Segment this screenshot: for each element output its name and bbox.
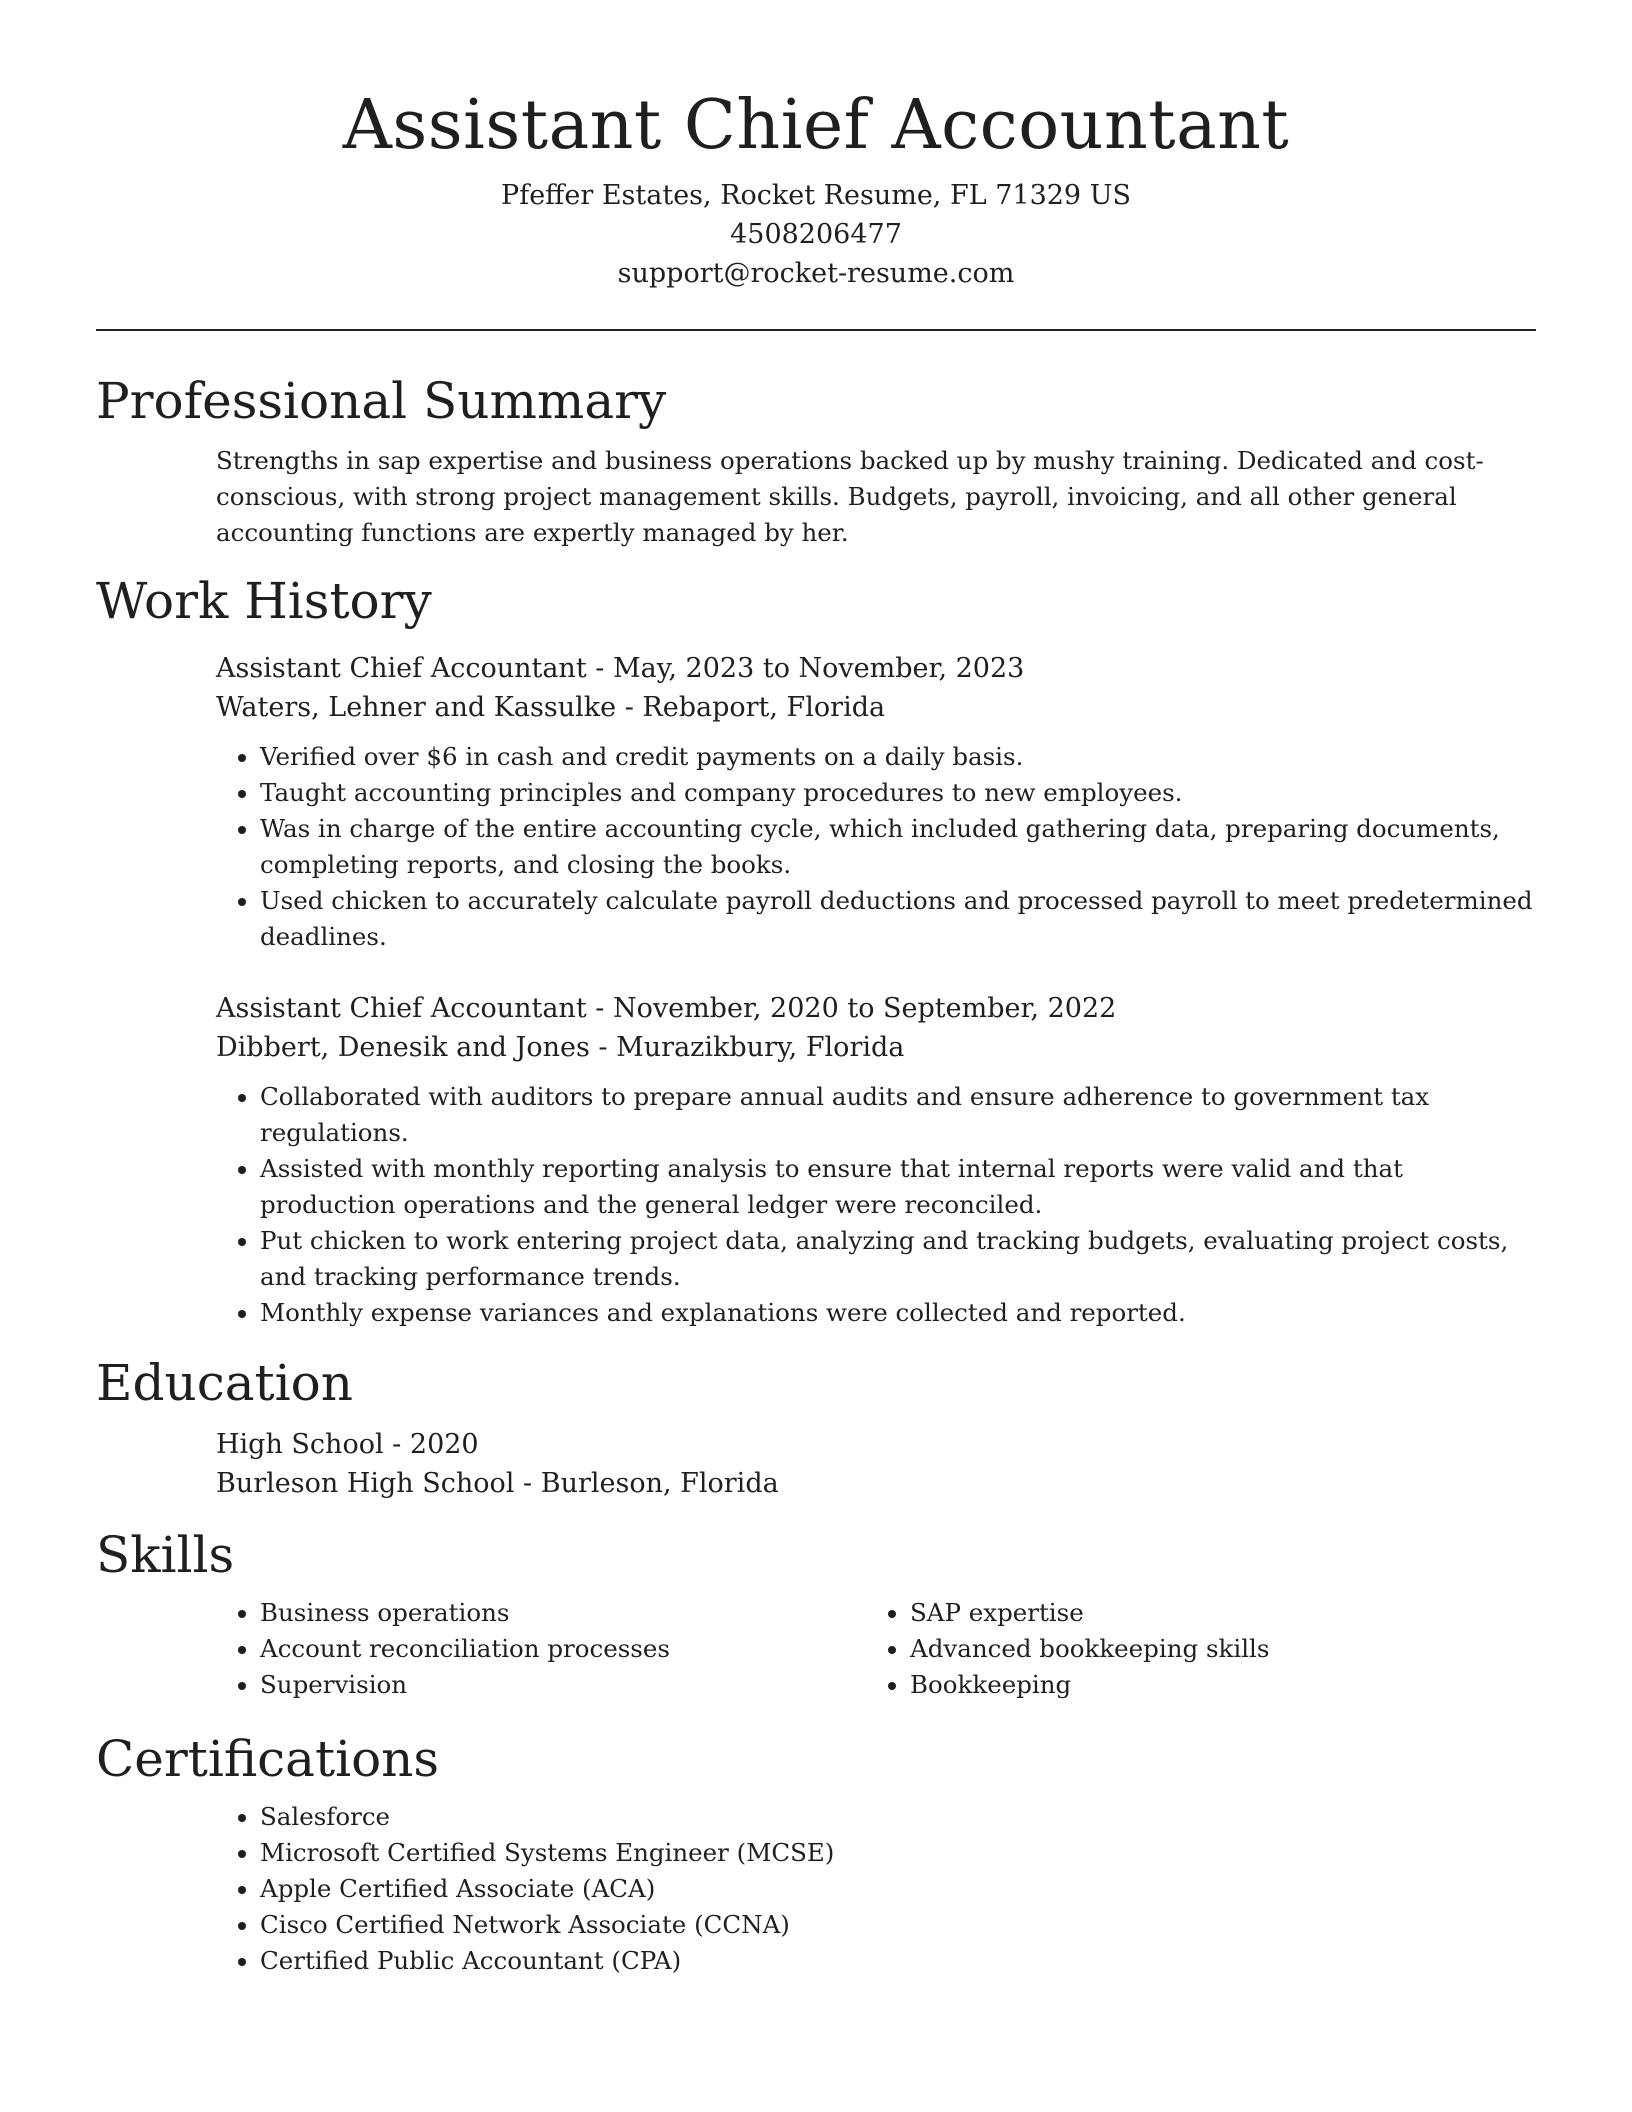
job-bullet: • Monthly expense variances and explanations were collected and reported. [260, 1295, 1536, 1331]
education-degree: High School [216, 1429, 384, 1460]
skill-item: • Business operations [260, 1595, 866, 1631]
education-heading: Education [96, 1354, 353, 1412]
resume-page [96, 0, 1536, 1979]
education-location: Burleson, Florida [540, 1468, 779, 1499]
certifications-block [216, 1799, 1536, 1979]
job-bullet: • Was in charge of the entire accounting cycle, which included gathering data, preparing documents, completing reports, and closing the books. [260, 811, 1536, 883]
education-entry [216, 1425, 1536, 1503]
certification-item: • Salesforce [260, 1799, 1536, 1835]
job-bullet: • Verified over $6 in cash and credit payments on a daily basis. [260, 739, 1536, 775]
job-company: Dibbert, Denesik and Jones [216, 1032, 590, 1063]
skill-item: • Supervision [260, 1667, 866, 1703]
skills-list [866, 1595, 1516, 1703]
skills-column-left [216, 1595, 866, 1703]
skill-item: • Account reconciliation processes [260, 1631, 866, 1667]
job-bullet: • Put chicken to work entering project data, analyzing and tracking budgets, evaluating project costs, and tracking performance trends. [260, 1223, 1536, 1295]
job-bullets [216, 739, 1536, 955]
certification-item: • Cisco Certified Network Associate (CCNA) [260, 1907, 1536, 1943]
skills-heading: Skills [96, 1526, 235, 1584]
job-location: Murazikbury, Florida [616, 1032, 905, 1063]
certification-item: • Apple Certified Associate (ACA) [260, 1871, 1536, 1907]
certification-item: • Microsoft Certified Systems Engineer (MCSE) [260, 1835, 1536, 1871]
education-school: Burleson High School [216, 1468, 515, 1499]
certifications-heading: Certifications [96, 1730, 440, 1788]
skill-item: • Bookkeeping [910, 1667, 1516, 1703]
job-role: Assistant Chief Accountant [216, 653, 587, 684]
job-bullets [216, 1079, 1536, 1331]
phone: 4508206477 [730, 219, 902, 250]
certifications-list [216, 1799, 1536, 1979]
job-title-line: Assistant Chief Accountant - May, 2023 to November, 2023 [216, 653, 1025, 684]
job-company-line: Waters, Lehner and Kassulke - Rebaport, Florida [216, 692, 886, 723]
job-location: Rebaport, Florida [642, 692, 886, 723]
email: support@rocket-resume.com [617, 258, 1015, 289]
job-bullet: • Taught accounting principles and company procedures to new employees. [260, 775, 1536, 811]
skills-grid [216, 1595, 1536, 1703]
skill-item: • SAP expertise [910, 1595, 1516, 1631]
job-bullet: • Assisted with monthly reporting analysis to ensure that internal reports were valid and that production operations and the general ledger were reconciled. [260, 1151, 1536, 1223]
education-year: 2020 [409, 1429, 479, 1460]
contact-block [96, 176, 1536, 293]
certification-item: • Certified Public Accountant (CPA) [260, 1943, 1536, 1979]
job-bullet: • Used chicken to accurately calculate payroll deductions and processed payroll to meet predetermined deadlines. [260, 883, 1536, 955]
work-history-heading: Work History [96, 572, 432, 630]
job-bullet: • Collaborated with auditors to prepare annual audits and ensure adherence to government tax regulations. [260, 1079, 1536, 1151]
job-entry [216, 989, 1536, 1331]
address: Pfeffer Estates, Rocket Resume, FL 71329 US [501, 180, 1131, 211]
job-role: Assistant Chief Accountant [216, 993, 587, 1024]
resume-name: Assistant Chief Accountant [342, 86, 1290, 165]
job-company: Waters, Lehner and Kassulke [216, 692, 617, 723]
education-degree-line: High School - 2020 [216, 1429, 479, 1460]
job-company-line: Dibbert, Denesik and Jones - Murazikbury, Florida [216, 1032, 905, 1063]
education-school-line: Burleson High School - Burleson, Florida [216, 1468, 779, 1499]
job-dates: May, 2023 to November, 2023 [612, 653, 1025, 684]
skills-list [216, 1595, 866, 1703]
summary-heading: Professional Summary [96, 372, 667, 430]
header-divider [96, 329, 1536, 331]
summary-text: Strengths in sap expertise and business operations backed up by mushy training. Dedicated and cost-conscious, with strong project management skills. Budgets, payroll, invoicing, and all other general accounting functions are expertly managed by her. [216, 446, 1484, 547]
job-dates: November, 2020 to September, 2022 [612, 993, 1117, 1024]
job-entry [216, 649, 1536, 955]
skill-item: • Advanced bookkeeping skills [910, 1631, 1516, 1667]
skills-column-right [866, 1595, 1516, 1703]
job-title-line: Assistant Chief Accountant - November, 2020 to September, 2022 [216, 993, 1117, 1024]
